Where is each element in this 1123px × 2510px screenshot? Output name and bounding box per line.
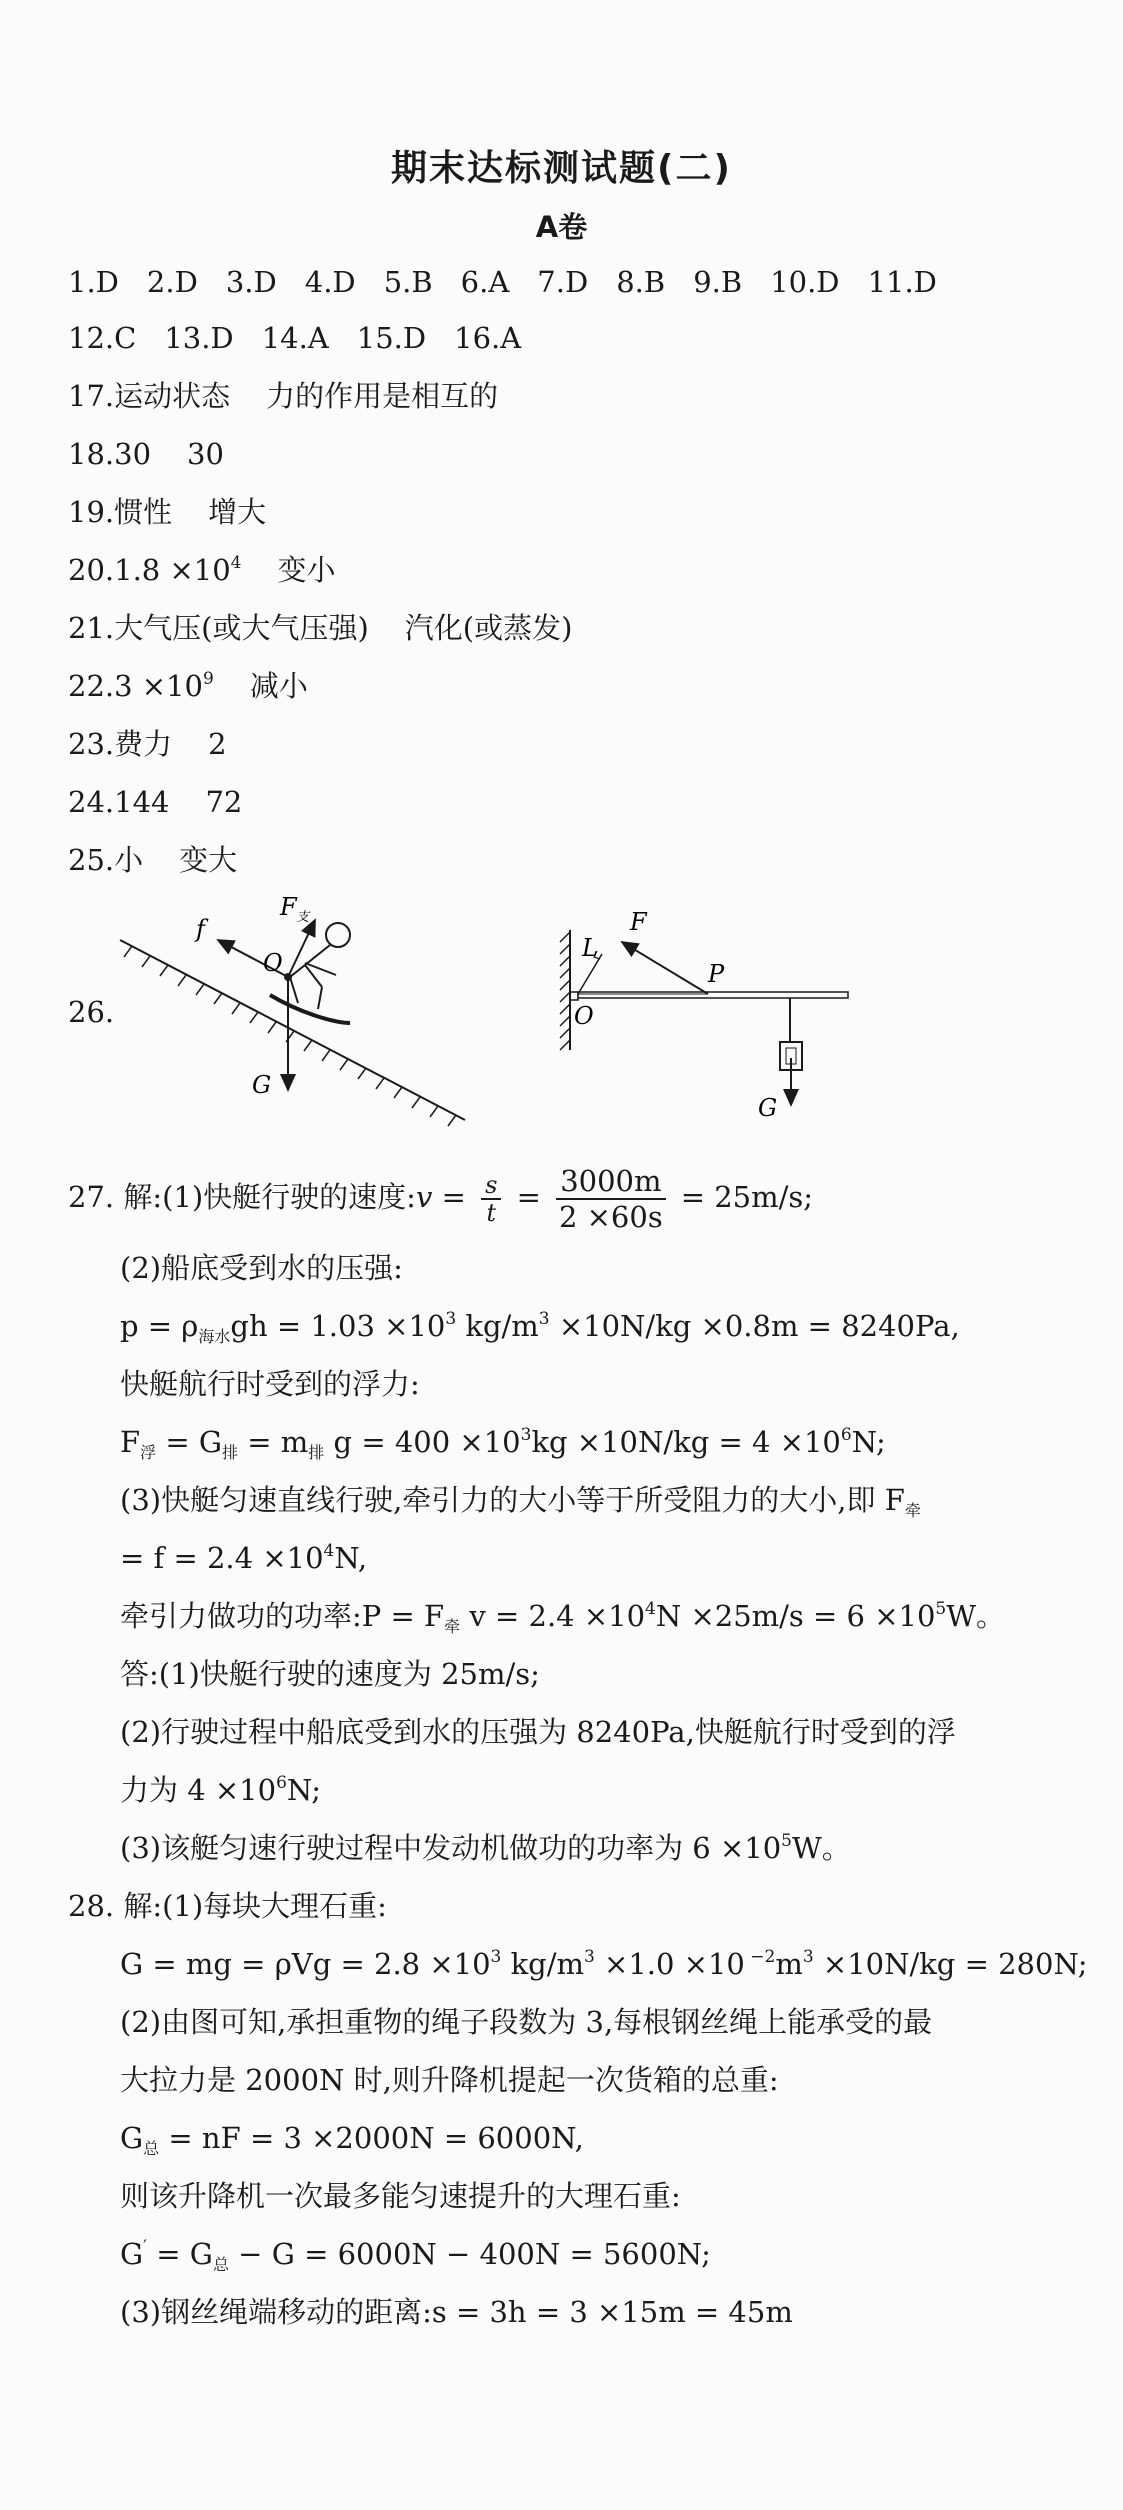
q27-line-10: (2)行驶过程中船底受到水的压强为 8240Pa,快艇航行时受到的浮 <box>120 1715 956 1749</box>
mc-answer: 13.D <box>164 321 234 355</box>
q27-line-2: (2)船底受到水的压强: <box>120 1251 403 1285</box>
answer-22: $22.3 \times 10^9$ 减小 <box>68 669 308 703</box>
answer-21: 21.大气压(或大气压强) 汽化(或蒸发) <box>68 611 573 645</box>
mc-answer: 8.B <box>616 265 666 299</box>
answer-25: 25.小 变大 <box>68 843 238 877</box>
mc-answer: 6.A <box>460 265 510 299</box>
q28-line-5: $G_总$ = nF = 3 ×2000N = 6000N, <box>120 2121 584 2158</box>
answer-18: 18.30 30 <box>68 437 224 471</box>
mc-answer: 15.D <box>356 321 427 355</box>
q28-line-8: (3)钢丝绳端移动的距离:s = 3h = 3 ×15m = 45m <box>120 2295 793 2329</box>
answer-17: 17.运动状态 力的作用是相互的 <box>68 379 499 413</box>
label-G: G <box>758 1094 778 1122</box>
mc-answer: 10.D <box>770 265 840 299</box>
mc-answer: 16.A <box>454 321 522 355</box>
q27-line-8: 牵引力做功的功率:P = $F_牵$ $v = 2.4 \times 10^4N \times 25m/s = 6 \times 10^5W$。 <box>120 1599 1006 1636</box>
mc-answer: 1.D <box>68 265 119 299</box>
q28-line-4: 大拉力是 2000N 时,则升降机提起一次货箱的总重: <box>120 2063 779 2097</box>
label-F-support: F <box>280 895 297 921</box>
q27-line-9: 答:(1)快艇行驶的速度为 25m/s; <box>120 1657 540 1691</box>
answer-24: 24.144 72 <box>68 785 243 819</box>
label-F: F <box>630 908 647 936</box>
page-title: 期末达标测试题(二) <box>391 148 732 189</box>
q27-line-4: 快艇航行时受到的浮力: <box>120 1367 420 1401</box>
label-P: P <box>708 960 725 988</box>
mc-answer: 4.D <box>304 265 356 299</box>
label-f: f <box>196 915 205 943</box>
q27-line-1: 27. 解:(1)快艇行驶的速度:v = $\frac{s}{t}$ = $\frac{3000m}{2 \times 60s}$ = 25m/s; <box>68 1164 814 1234</box>
q27-line-7: = $f = 2.4 \times 10^4N$, <box>120 1541 368 1575</box>
q27-line-6: (3)快艇匀速直线行驶,牵引力的大小等于所受阻力的大小,即 $F_牵$ <box>120 1483 921 1520</box>
q27-line-12: (3)该艇匀速行驶过程中发动机做功的功率为 $6 \times 10^5W$。 <box>120 1831 851 1865</box>
q28-line-3: (2)由图可知,承担重物的绳子段数为 3,每根钢丝绳上能承受的最 <box>120 2005 933 2039</box>
mc-answer: 2.D <box>146 265 198 299</box>
q28-line-6: 则该升降机一次最多能匀速提升的大理石重: <box>120 2179 681 2213</box>
answer-23: 23.费力 2 <box>68 727 227 761</box>
answer-19: 19.惯性 增大 <box>68 495 267 529</box>
answer-26-number: 26. <box>68 995 115 1029</box>
label-F-sub: 支 <box>296 910 310 925</box>
mc-row-1 <box>68 262 937 302</box>
q28-line-2: G = mg = $\rho Vg = 2.8 \times 10^3$ $kg/m^3 \times 1.0 \times 10$ $^{-2}m^3 \times 10N/kg = 280N$; <box>120 1947 1088 1981</box>
section-title: A卷 <box>535 210 588 244</box>
mc-answer: 11.D <box>867 265 937 299</box>
mc-answer: 14.A <box>261 321 329 355</box>
force-F-arrow <box>622 942 708 994</box>
mc-answer: 9.B <box>693 265 743 299</box>
q27-line-3: $p = \rho_{海水}gh = 1.03 \times 10^3$ $kg/m^3 \times 10N/kg \times 0.8m = 8240Pa$, <box>120 1309 960 1346</box>
skier-force-diagram <box>110 895 480 1135</box>
q27-line-11: 力为 $4 \times 10^6N$; <box>120 1773 322 1807</box>
q28-line-1: 28. 解:(1)每块大理石重: <box>68 1889 387 1923</box>
mc-answer: 3.D <box>225 265 277 299</box>
q27-line-5: $F_浮 = G_排 = m_排$ $g = 400 \times 10^3kg \times 10N/kg = 4 \times 10^6N$; <box>120 1425 886 1462</box>
mc-answer: 7.D <box>537 265 589 299</box>
q28-line-7: $G' = G_总 - G = 6000N - 400N = 5600N$; <box>120 2237 711 2274</box>
mc-answer: 12.C <box>68 321 137 355</box>
label-L: L <box>582 934 598 962</box>
label-O: O <box>574 1002 594 1030</box>
label-O: O <box>263 949 283 977</box>
answer-20: $20.1.8 \times 10^4$ 变小 <box>68 553 336 587</box>
mc-answer: 5.B <box>383 265 433 299</box>
lever-diagram <box>550 900 870 1130</box>
label-G: G <box>252 1071 272 1099</box>
mc-row-2 <box>68 318 549 358</box>
